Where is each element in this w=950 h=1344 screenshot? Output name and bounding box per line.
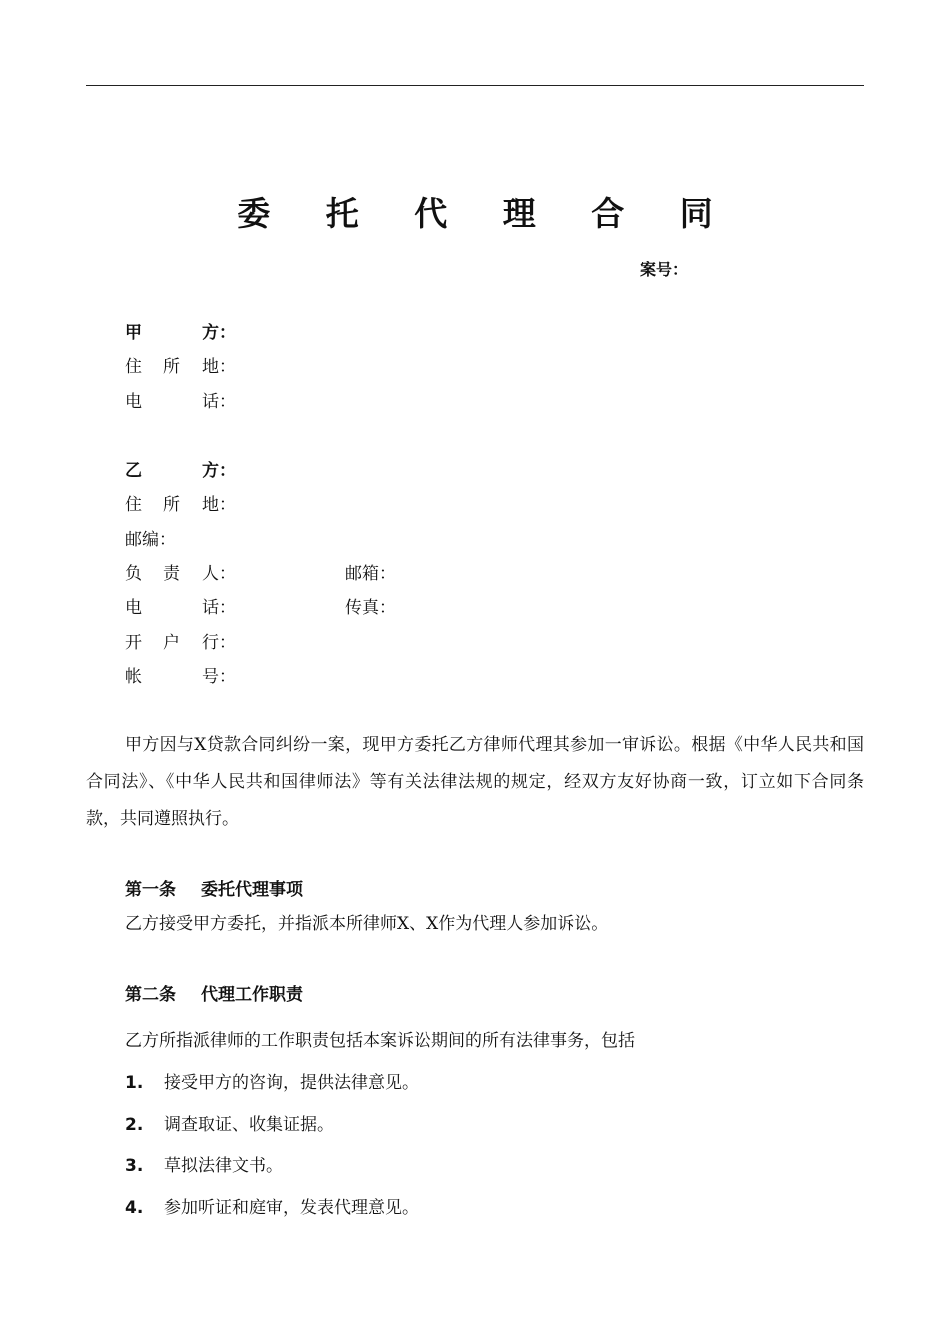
postcode-label: 邮编： (125, 530, 176, 550)
label-char: 方： (202, 323, 236, 343)
list-text: 参加听证和庭审，发表代理意见。 (164, 1198, 419, 1218)
label-char: 住 (125, 495, 142, 515)
label-char: 电 (125, 598, 142, 618)
article-1-body: 乙方接受甲方委托，并指派本所律师X、X作为代理人参加诉讼。 (125, 914, 609, 934)
document-title: 委 托 代 理 合 同 (237, 194, 735, 233)
list-text: 接受甲方的咨询，提供法律意见。 (164, 1073, 419, 1093)
party-b-fax-field (345, 597, 396, 619)
article-title: 委托代理事项 (201, 880, 303, 900)
article-number: 第二条 (125, 985, 176, 1005)
label-char: 所 (163, 495, 180, 515)
list-number: 3. (125, 1156, 144, 1176)
party-b-postcode-field (125, 529, 176, 551)
label-char: 住 (125, 357, 142, 377)
label-char: 地： (202, 357, 236, 377)
label-char: 电 (125, 392, 142, 412)
label-char: 户 (163, 633, 180, 653)
list-number: 1. (125, 1073, 144, 1093)
label-char: 所 (163, 357, 180, 377)
fax-label: 传真： (345, 598, 396, 618)
label-char: 开 (125, 633, 142, 653)
list-number: 4. (125, 1198, 144, 1218)
list-text: 草拟法律文书。 (164, 1156, 283, 1176)
label-char: 方： (202, 461, 236, 481)
label-char: 乙 (125, 461, 142, 481)
header-rule (86, 85, 864, 86)
case-number-label: 案号： (640, 260, 689, 279)
label-char: 话： (202, 598, 236, 618)
article-2-intro: 乙方所指派律师的工作职责包括本案诉讼期间的所有法律事务，包括 (125, 1031, 635, 1051)
label-char: 行： (202, 633, 236, 653)
label-char: 号： (202, 667, 236, 687)
article-2-heading (125, 983, 303, 1007)
label-char: 地： (202, 495, 236, 515)
list-number: 2. (125, 1115, 144, 1135)
article-number: 第一条 (125, 880, 176, 900)
email-label: 邮箱： (345, 564, 396, 584)
label-char: 话： (202, 392, 236, 412)
list-text: 调查取证、收集证据。 (164, 1115, 334, 1135)
party-b-email-field (345, 563, 396, 585)
preamble-paragraph: 甲方因与X贷款合同纠纷一案，现甲方委托乙方律师代理其参加一审诉讼。根据《中华人民共和国合同法》、《中华人民共和国律师法》等有关法律法规的规定，经双方友好协商一致，订立如下合同条款，共同遵照执行。 (86, 735, 864, 829)
label-char: 责 (163, 564, 180, 584)
article-title: 代理工作职责 (201, 985, 303, 1005)
label-char: 甲 (125, 323, 142, 343)
article-1-heading (125, 878, 303, 902)
label-char: 负 (125, 564, 142, 584)
label-char: 帐 (125, 667, 142, 687)
label-char: 人： (202, 564, 236, 584)
